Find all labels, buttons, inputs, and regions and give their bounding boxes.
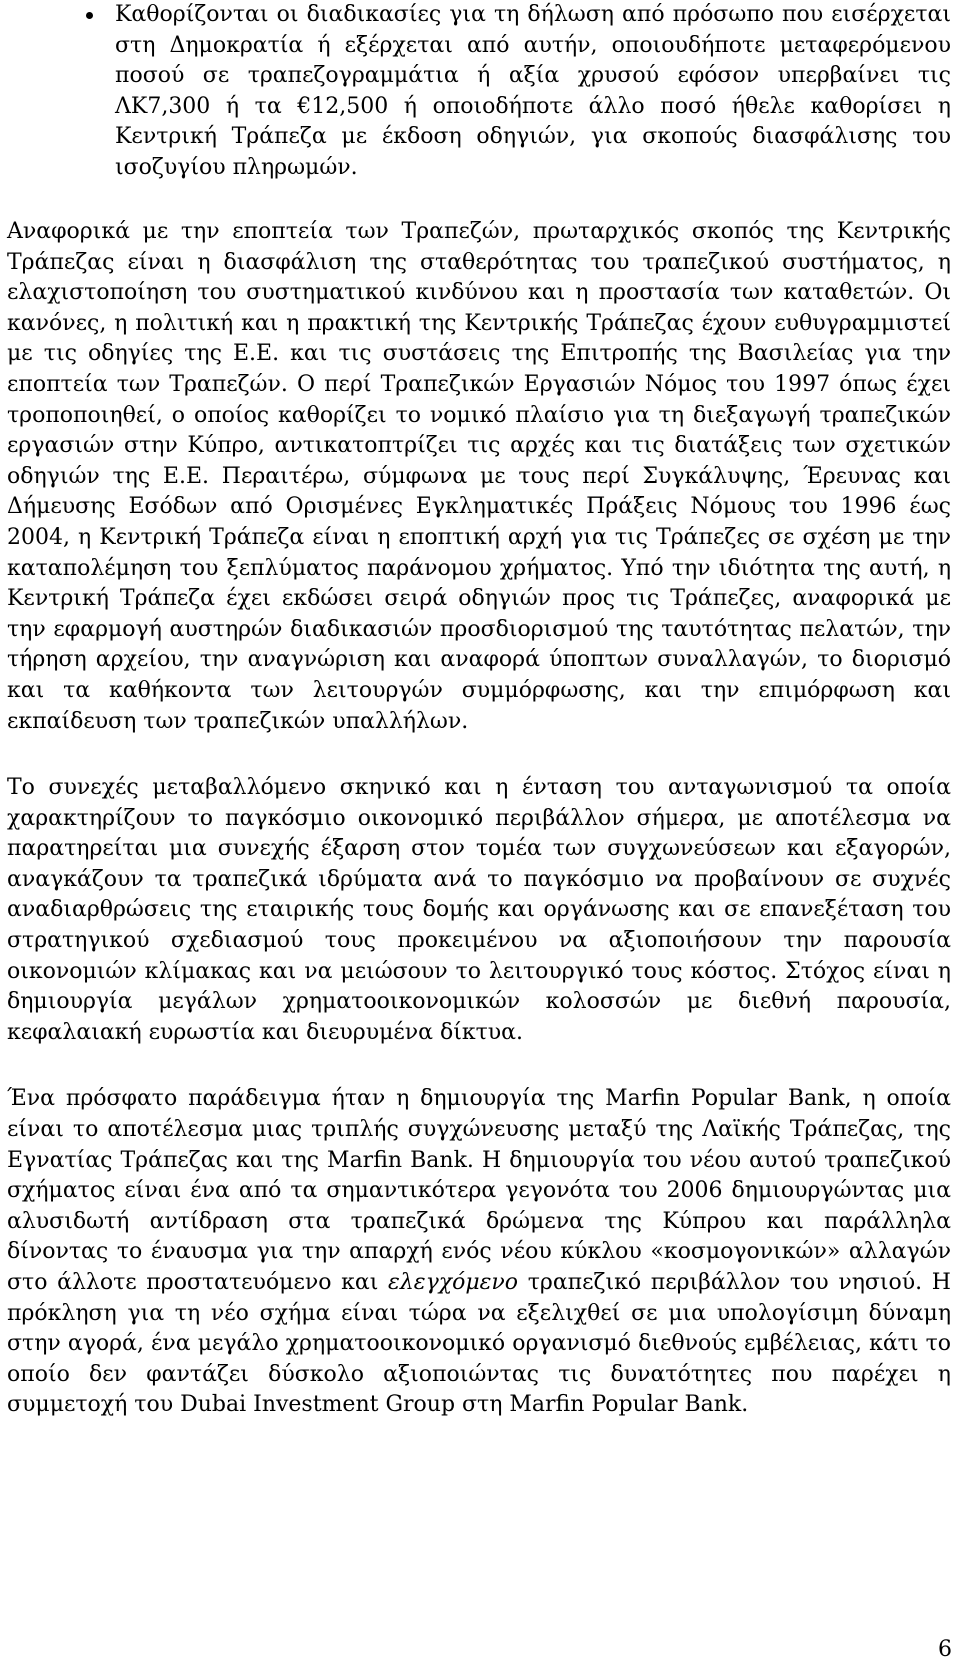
paragraph-text: Ένα πρόσφατο παράδειγμα ήταν η δημιουργία της Marfin Popular Bank, η οποία είναι το αποτέλεσμα μιας τριπλής συγχώνευσης μεταξύ της Λαϊκής Τράπεζας, της Εγνατίας Τράπεζας και της Marfin Bank. Η δημιουργία του νέου αυτού τραπεζικού σχήματος είναι ένα από τα σημαντικότερα γεγονότα του 2006 δημιουργώντας μια αλυσιδωτή αντίδραση στα τραπεζικά δρώμενα της Κύπρου και παράλληλα δίνοντας το έναυσμα για την απαρχή ενός νέου κύκλου «κοσμογονικών» αλλαγών στο άλλοτε προστατευόμενο και bbox=[7, 1086, 951, 1295]
paragraph-banking-supervision: Αναφορικά με την εποπτεία των Τραπεζών, πρωταρχικός σκοπός της Κεντρικής Τράπεζας είναι η διασφάλιση της σταθερότητας του τραπεζικού συστήματος, η ελαχιστοποίηση του συστηματικού κινδύνου και η προστασία των καταθετών. Οι κανόνες, η πολιτική και η πρακτική της Κεντρικής Τράπεζας έχουν ευθυγραμμιστεί με τις οδηγίες της Ε.Ε. και τις συστάσεις της Επιτροπής της Βασιλείας για την εποπτεία των Τραπεζών. Ο περί Τραπεζικών Εργασιών Νόμος του 1997 όπως έχει τροποποιηθεί, ο οποίος καθορίζει το νομικό πλαίσιο για τη διεξαγωγή τραπεζικών εργασιών στην Κύπρο, αντικατοπτρίζει τις αρχές και τις διατάξεις των σχετικών οδηγιών της Ε.Ε. Περαιτέρω, σύμφωνα με τους περί Συγκάλυψης, Έρευνας και Δήμευσης Εσόδων από Ορισμένες Εγκληματικές Πράξεις Νόμους του 1996 έως 2004, η Κεντρική Τράπεζα είναι η εποπτική αρχή για τις Τράπεζες σε σχέση με την καταπολέμηση του ξεπλύματος παράνομου χρήματος. Υπό την ιδιότητα της αυτή, η Κεντρική Τράπεζα έχει εκδώσει σειρά οδηγιών προς τις Τράπεζες, αναφορικά με την εφαρμογή αυστηρών διαδικασιών προσδιορισμού της ταυτότητας πελατών, την τήρηση αρχείου, την αναγνώριση και αναφορά ύποπτων συναλλαγών, το διορισμό και τα καθήκοντα των λειτουργών συμμόρφωσης, και την επιμόρφωση και εκπαίδευση των τραπεζικών υπαλλήλων. bbox=[7, 219, 951, 734]
paragraph-text: τραπεζικό περιβάλλον του νησιού. Η πρόκληση για τη νέο σχήμα είναι τώρα να εξελιχθεί σε μια υπολογίσιμη δύναμη στην αγορά, ένα μεγάλο χρηματοοικονομικό οργανισμό διεθνούς εμβέλειας, κάτι το οποίο δεν φαντάζει δύσκολο αξιοποιώντας τις δυνατότητες που παρέχει η συμμετοχή του Dubai Investment Group στη Marfin Popular Bank. bbox=[7, 1270, 951, 1418]
italic-word: ελεγχόμενο bbox=[388, 1270, 519, 1295]
page-number: 6 bbox=[938, 1637, 952, 1662]
bullet-list-item bbox=[7, 0, 951, 183]
paragraph-marfin-popular-bank bbox=[7, 1084, 951, 1421]
paragraph-competition: Το συνεχές μεταβαλλόμενο σκηνικό και η ένταση του ανταγωνισμού τα οποία χαρακτηρίζουν το παγκόσμιο οικονομικό περιβάλλον σήμερα, με αποτέλεσμα να παρατηρείται μια συνεχής έξαρση στον τομέα των συγχωνεύσεων και εξαγορών, αναγκάζουν τα τραπεζικά ιδρύματα ανά το παγκόσμιο να προβαίνουν σε συχνές αναδιαρθρώσεις της εταιρικής τους δομής και οργάνωσης και σε επανεξέταση του στρατηγικού σχεδιασμού τους προκειμένου να αξιοποιήσουν την παρουσία οικονομιών κλίμακας και να μειώσουν το λειτουργικό τους κόστος. Στόχος είναι η δημιουργία μεγάλων χρηματοοικονομικών κολοσσών με διεθνή παρουσία, κεφαλαιακή ευρωστία και διευρυμένα δίκτυα. bbox=[7, 775, 951, 1045]
bullet-icon bbox=[86, 12, 93, 19]
bullet-text: Καθορίζονται οι διαδικασίες για τη δήλωση από πρόσωπο που εισέρχεται στη Δημοκρατία ή εξέρχεται από αυτήν, οποιουδήποτε μεταφερόμενου ποσού σε τραπεζογραμμάτια ή αξία χρυσού εφόσον υπερβαίνει τις ΛΚ7,300 ή τα €12,500 ή οποιοδήποτε άλλο ποσό ήθελε καθορίσει η Κεντρική Τράπεζα με έκδοση οδηγιών, για σκοπούς διασφάλισης του ισοζυγίου πληρωμών. bbox=[115, 2, 951, 180]
document-page bbox=[7, 0, 951, 1421]
